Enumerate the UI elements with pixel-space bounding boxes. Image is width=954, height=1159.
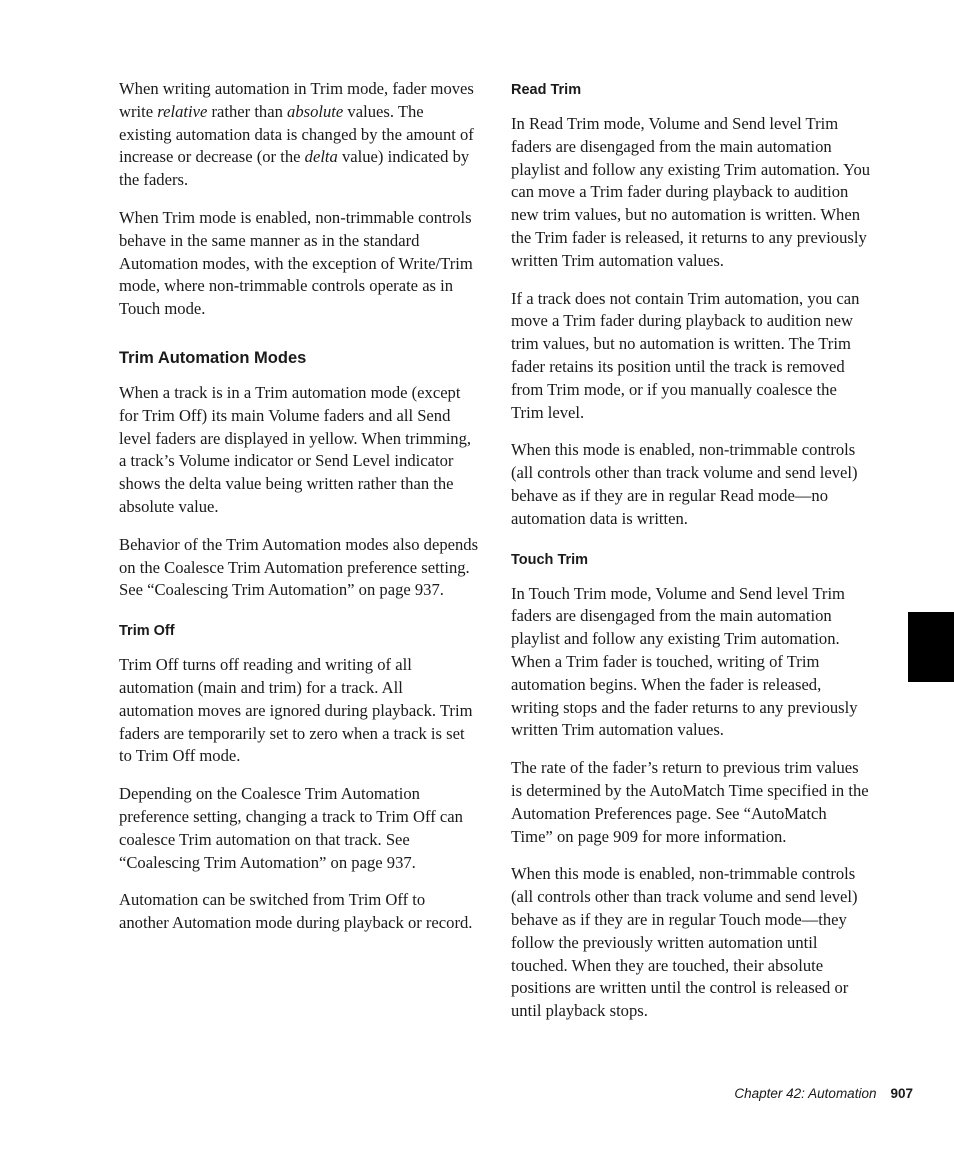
- right-column: [511, 78, 871, 1038]
- subheading-trim-off: Trim Off: [119, 623, 175, 640]
- subheading-read-trim: Read Trim: [511, 82, 582, 98]
- trim-off-switch-paragraph: Automation can be switched from Trim Off to another Automation mode during playback or record.: [119, 890, 473, 933]
- intro-paragraph: When writing automation in Trim mode, fader moves write relative rather than absolute values. The existing automation data is changed by the amount of increase or decrease (or the delta value) indicated by the faders.: [119, 79, 474, 190]
- read-trim-no-automation-paragraph: If a track does not contain Trim automation, you can move a Trim fader during playback to audition new trim values, but no automation is written. The Trim fader retains its position until the track is removed from Trim mode, or if you manually coalesce the Trim level.: [511, 288, 860, 422]
- coalesce-paragraph: Behavior of the Trim Automation modes also depends on the Coalesce Trim Automation preference setting. See “Coalescing Trim Automation” on page 937.: [119, 534, 479, 600]
- page-number: 907: [890, 1086, 913, 1101]
- page-footer: [734, 1086, 913, 1101]
- footer-chapter-title: Chapter 42: Automation: [734, 1086, 877, 1101]
- read-trim-non-trimmable-paragraph: When this mode is enabled, non-trimmable controls (all controls other than track volume and send level) behave as if they are in regular Read mode—no automation data is written.: [511, 440, 858, 528]
- touch-trim-paragraph: In Touch Trim mode, Volume and Send level Trim faders are disengaged from the main automation playlist and follow any existing Trim automation. When a Trim fader is touched, writing of Trim automation begins. When the fader is released, writing stops and the fader returns to any previously written Trim automation values.: [511, 583, 858, 740]
- chapter-thumb-tab: [908, 612, 954, 682]
- section-heading-trim-automation-modes: Trim Automation Modes: [119, 348, 307, 367]
- left-column: [119, 78, 479, 950]
- trim-off-paragraph: Trim Off turns off reading and writing of all automation (main and trim) for a track. All automation moves are ignored during playback. Trim faders are temporarily set to zero when a track is set to Trim Off mode.: [119, 655, 473, 766]
- touch-trim-non-trimmable-paragraph: When this mode is enabled, non-trimmable controls (all controls other than track volume and send level) behave as if they are in regular Touch mode—they follow the previously written automation until touched. When they are touched, their absolute positions are written until the control is released or until playback stops.: [511, 864, 858, 1021]
- trim-mode-paragraph: When Trim mode is enabled, non-trimmable controls behave in the same manner as in the standard Automation modes, with the exception of Write/Trim mode, where non-trimmable controls operate as in Touch mode.: [119, 207, 473, 319]
- trim-modes-paragraph: When a track is in a Trim automation mode (except for Trim Off) its main Volume faders and all Send level faders are displayed in yellow. When trimming, a track’s Volume indicator or Send Level indicator shows the delta value being written rather than the absolute value.: [119, 382, 472, 516]
- read-trim-paragraph: In Read Trim mode, Volume and Send level Trim faders are disengaged from the main automation playlist and follow any existing Trim automation. You can move a Trim fader during playback to audition new trim values, but no automation is written. When the Trim fader is released, it returns to any previously written Trim automation values.: [511, 114, 871, 270]
- automatch-paragraph: The rate of the fader’s return to previous trim values is determined by the AutoMatch Time specified in the Automation Preferences page. See “AutoMatch Time” on page 909 for more information.: [511, 758, 869, 846]
- subheading-touch-trim: Touch Trim: [511, 551, 589, 568]
- trim-off-coalesce-paragraph: Depending on the Coalesce Trim Automation preference setting, changing a track to Trim Off can coalesce Trim automation on that track. See “Coalescing Trim Automation” on page 937.: [119, 784, 463, 872]
